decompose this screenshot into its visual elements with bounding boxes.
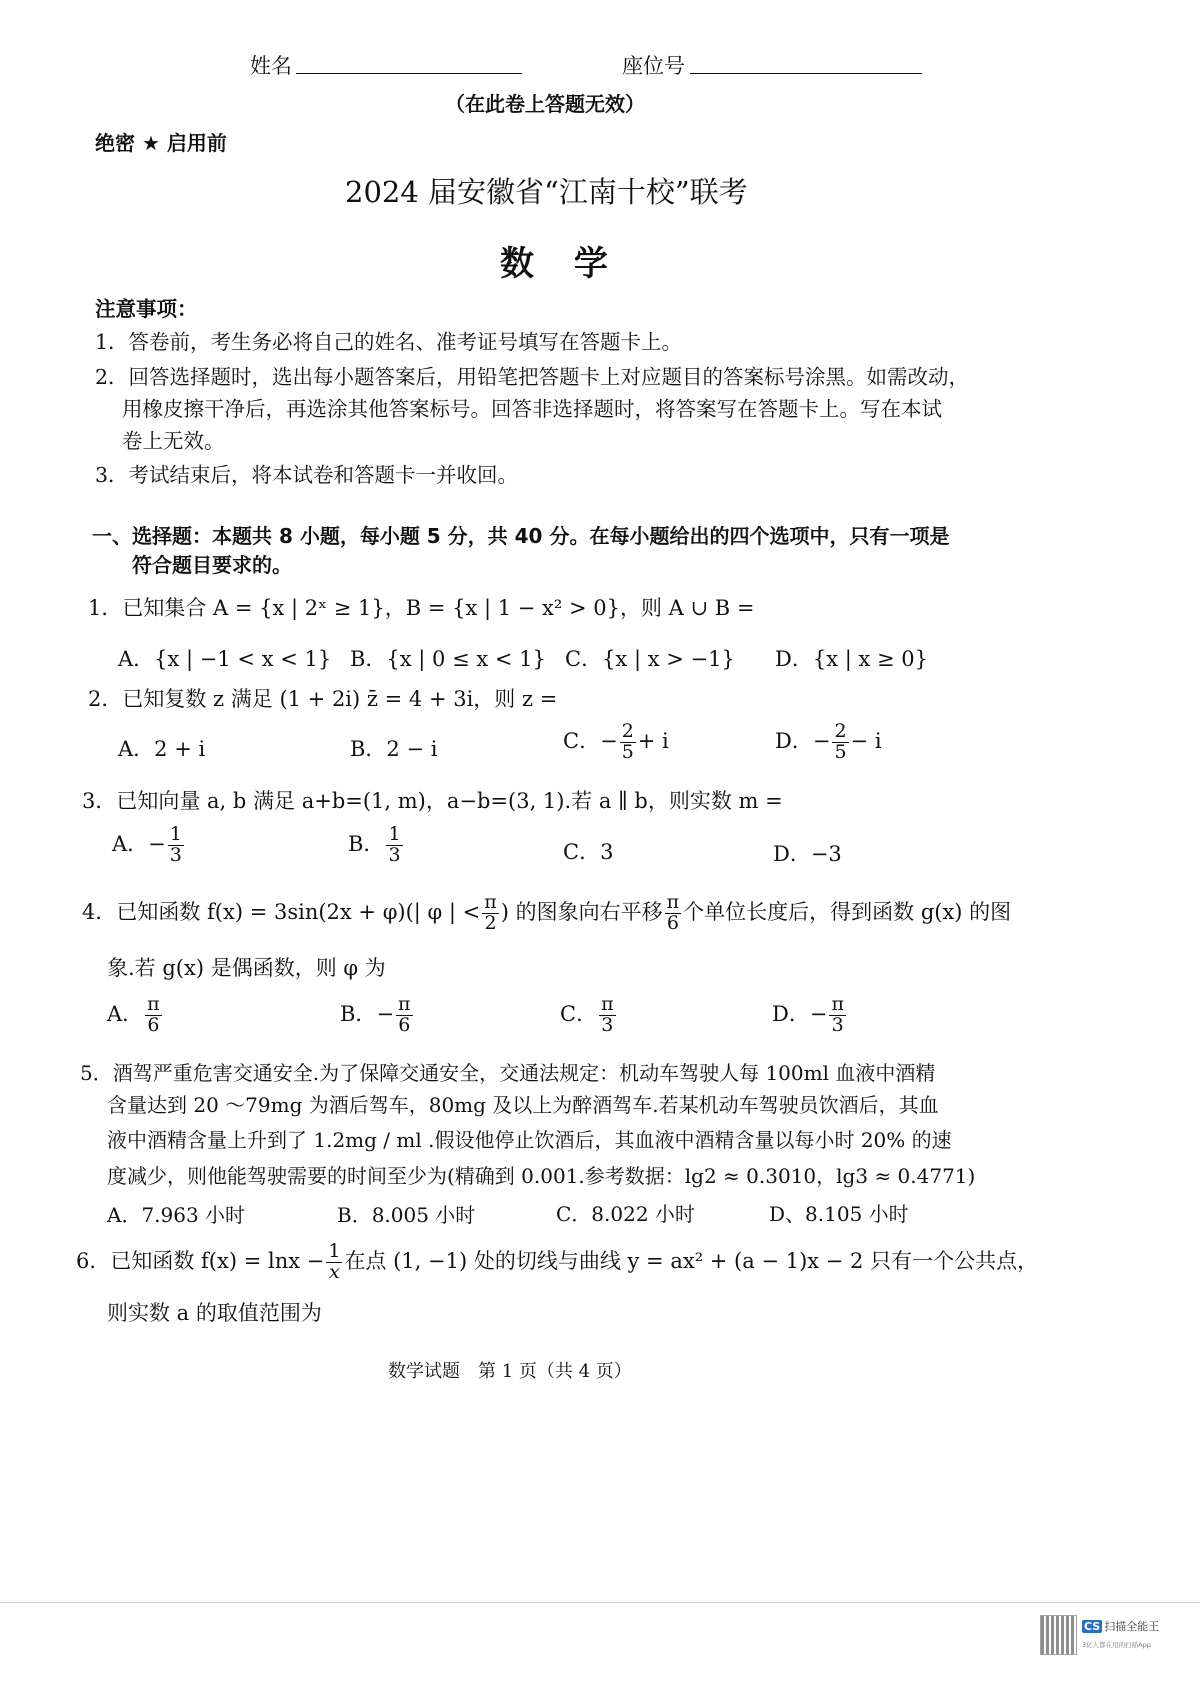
option-letter: C． [560, 1001, 598, 1026]
denominator: x [329, 1260, 340, 1283]
fraction-pi-over-6 [665, 893, 682, 934]
q4-option-b [340, 995, 415, 1036]
scanner-subtitle: 3亿人都在用的扫描App [1082, 1641, 1151, 1649]
question-4-stem-cont: 象.若 g(x) 是偶函数，则 φ 为 [107, 956, 386, 980]
note-item: 3．考试结束后，将本试卷和答题卡一并收回。 [95, 463, 519, 487]
seat-label: 座位号 [622, 54, 685, 78]
question-4-stem [82, 893, 1011, 934]
secret-mark: 绝密 ★ 启用前 [95, 131, 227, 155]
q4-option-a [107, 995, 164, 1036]
fraction [386, 825, 402, 866]
q4-option-d [772, 995, 848, 1036]
q1-option-a: A．{x | −1 < x < 1} [118, 647, 332, 671]
numerator: 2 [834, 720, 847, 742]
question-5-line: 液中酒精含量上升到了 1.2mg / ml .假设他停止饮酒后，其血液中酒精含量以每小时 20% 的速 [107, 1128, 952, 1152]
q5-option-c: C．8.022 小时 [556, 1202, 695, 1226]
option-letter: B． [348, 831, 385, 856]
stem-part: 4．已知函数 f(x) = 3sin(2x + φ)(| φ | < [82, 899, 481, 924]
q2-option-a: A．2 + i [118, 737, 206, 761]
q3-option-b [348, 825, 405, 866]
option-tail: + i [637, 728, 669, 753]
denominator: 3 [388, 843, 401, 866]
fraction [599, 995, 616, 1036]
q2-option-d [775, 722, 882, 763]
denominator: 3 [831, 1013, 844, 1036]
q2-option-c [563, 722, 669, 763]
numerator: 1 [169, 823, 182, 845]
numerator: π [484, 891, 497, 913]
note-item: 1．答卷前，考生务必将自己的姓名、准考证号填写在答题卡上。 [95, 330, 683, 354]
numerator: 1 [328, 1240, 341, 1262]
denominator: 6 [147, 1013, 160, 1036]
question-2-stem: 2．已知复数 z 满足 (1 + 2i) z̄ = 4 + 3i，则 z = [88, 687, 558, 711]
minus-sign: − [809, 1001, 828, 1026]
option-letter: A． [107, 1001, 144, 1026]
question-6-stem-cont: 则实数 a 的取值范围为 [107, 1301, 322, 1325]
numerator: π [398, 993, 411, 1015]
question-3-stem: 3．已知向量 a, b 满足 a+b=(1, m)，a−b=(3, 1).若 a ∥ b，则实数 m = [82, 789, 783, 813]
numerator: π [831, 993, 844, 1015]
numerator: π [601, 993, 614, 1015]
q1-option-b: B．{x | 0 ≤ x < 1} [350, 647, 546, 671]
minus-sign: − [600, 728, 618, 753]
q5-option-b: B．8.005 小时 [337, 1203, 476, 1227]
scanner-badge [1082, 1618, 1159, 1634]
stem-part: 6．已知函数 f(x) = lnx − [76, 1248, 325, 1273]
page-footer: 数学试题 第 1 页（共 4 页） [388, 1361, 632, 1382]
q4-option-c [560, 995, 618, 1036]
denominator: 5 [621, 740, 634, 763]
exam-title: 2024 届安徽省“江南十校”联考 [345, 175, 748, 209]
q3-option-d: D．−3 [773, 842, 842, 866]
note-item: 2．回答选择题时，选出每小题答案后，用铅笔把答题卡上对应题目的答案标号涂黑。如需改动， [95, 365, 970, 389]
stem-part: ) 的图象向右平移 [500, 899, 663, 924]
name-blank-line [296, 73, 522, 74]
denominator: 5 [834, 740, 847, 763]
notes-heading: 注意事项： [95, 297, 198, 321]
denominator: 6 [398, 1013, 411, 1036]
option-letter: A． [112, 831, 149, 856]
q1-option-d: D．{x | x ≥ 0} [775, 647, 928, 671]
subject-title: 数 学 [500, 244, 622, 284]
q1-option-c: C．{x | x > −1} [565, 647, 735, 671]
question-5-line: 含量达到 20 ～79mg 为酒后驾车，80mg 及以上为醉酒驾车.若某机动车驾驶员饮酒后，其血 [107, 1093, 939, 1117]
option-letter: C． [563, 728, 601, 753]
fraction-pi-over-2 [482, 893, 499, 934]
denominator: 3 [601, 1013, 614, 1036]
fraction [168, 825, 184, 866]
question-5-line: 5．酒驾严重危害交通安全.为了保障交通安全，交通法规定：机动车驾驶人每 100ml 血液中酒精 [80, 1061, 936, 1085]
name-label: 姓名 [250, 54, 292, 78]
fraction [396, 995, 413, 1036]
section-heading-cont: 符合题目要求的。 [132, 553, 292, 577]
fraction [832, 722, 848, 763]
minus-sign: − [148, 831, 166, 856]
fraction-1-over-x [326, 1242, 342, 1283]
q5-option-a: A．7.963 小时 [107, 1203, 246, 1227]
seat-blank-line [690, 73, 922, 74]
denominator: 2 [484, 911, 497, 934]
fraction [145, 995, 162, 1036]
minus-sign: − [376, 1001, 395, 1026]
numerator: 1 [388, 823, 401, 845]
q3-option-a [112, 825, 186, 866]
cs-logo-icon: CS [1084, 1620, 1101, 1633]
numerator: 2 [621, 720, 634, 742]
numerator: π [147, 993, 160, 1015]
section-heading: 一、选择题：本题共 8 小题，每小题 5 分，共 40 分。在每小题给出的四个选项中，只有一项是 [92, 524, 950, 548]
option-letter: B． [340, 1001, 377, 1026]
denominator: 6 [666, 911, 679, 934]
question-1-stem: 1．已知集合 A = {x | 2ˣ ≥ 1}，B = {x | 1 − x² > 0}，则 A ∪ B = [88, 596, 755, 620]
numerator: π [666, 891, 680, 913]
question-5-line: 度减少，则他能驾驶需要的时间至少为(精确到 0.001.参考数据：lg2 ≈ 0.3010，lg3 ≈ 0.4771) [107, 1164, 976, 1188]
q5-option-d: D、8.105 小时 [769, 1202, 909, 1226]
note-item: 用橡皮擦干净后，再选涂其他答案标号。回答非选择题时，将答案写在答题卡上。写在本试 [122, 397, 942, 421]
stem-part: 在点 (1, −1) 处的切线与曲线 y = ax² + (a − 1)x − 2 只有一个公共点， [344, 1248, 1039, 1273]
minus-sign: − [812, 728, 831, 753]
fraction [620, 722, 636, 763]
fraction [829, 995, 846, 1036]
qr-code-icon [1040, 1615, 1077, 1655]
invalid-note: （在此卷上答题无效） [445, 92, 645, 116]
q2-option-b: B．2 − i [350, 737, 438, 761]
q3-option-c: C．3 [563, 840, 614, 864]
question-6-stem [76, 1242, 1038, 1283]
note-item: 卷上无效。 [122, 429, 225, 453]
option-letter: D． [772, 1001, 810, 1026]
scan-edge-line [0, 1602, 1200, 1603]
stem-part: 个单位长度后，得到函数 g(x) 的图 [683, 899, 1012, 924]
option-tail: − i [850, 728, 882, 753]
denominator: 3 [169, 843, 182, 866]
scanner-name: 扫描全能王 [1104, 1620, 1160, 1633]
option-letter: D． [775, 728, 813, 753]
